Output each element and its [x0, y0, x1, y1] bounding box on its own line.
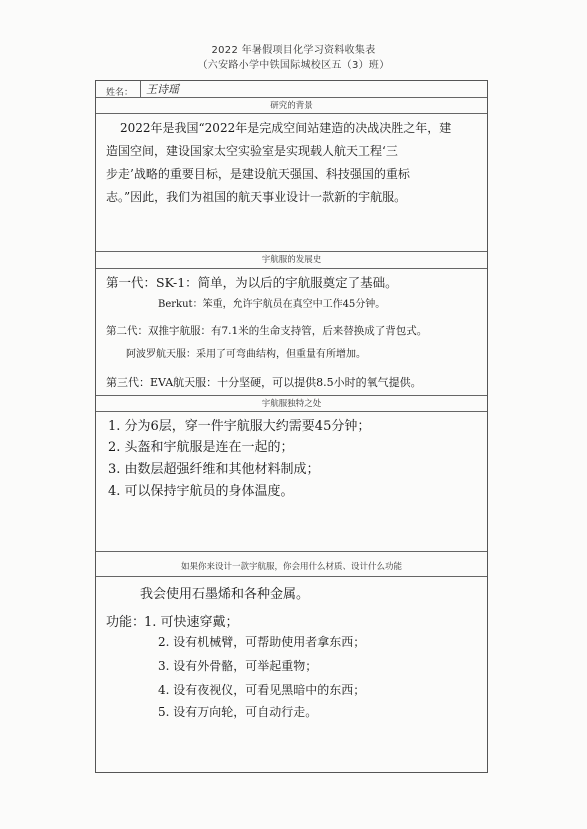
document-subtitle: （六安路小学中铁国际城校区五（3）班） — [197, 60, 390, 71]
divider — [96, 113, 487, 114]
background-line: 志。”因此，我们为祖国的航天事业设计一款新的宇航服。 — [106, 190, 407, 204]
divider — [96, 251, 487, 252]
design-function-item: 3. 设有外骨骼，可举起重物； — [158, 659, 318, 673]
history-line: Berkut：笨重，允许宇航员在真空中工作45分钟。 — [158, 299, 386, 310]
design-function-label: 功能： — [106, 615, 146, 630]
document-title: 2022 年暑假项目化学习资料收集表 — [211, 45, 376, 56]
divider — [96, 576, 487, 577]
design-function-item: 1. 可快速穿戴； — [144, 615, 239, 630]
divider — [96, 551, 487, 552]
background-line: 2022年是我国“2022年是完成空间站建造的决战决胜之年，建 — [120, 121, 452, 135]
unique-line: 1. 分为6层，穿一件宇航服大约需要45分钟； — [108, 419, 371, 434]
design-function-item: 4. 设有夜视仪，可看见黑暗中的东西； — [158, 683, 366, 697]
history-line: 阿波罗航天服：采用了可弯曲结构，但重量有所增加。 — [126, 349, 366, 360]
name-label: 姓名： — [106, 88, 134, 98]
design-material: 我会使用石墨烯和各种金属。 — [140, 587, 310, 602]
background-header: 研究的背景 — [270, 101, 313, 111]
history-line: 第三代：EVA航天服：十分坚硬，可以提供8.5小时的氧气提供。 — [106, 376, 422, 389]
history-line: 第二代：双推宇航服：有7.1米的生命支持管，后来替换成了背包式。 — [106, 325, 428, 337]
design-function-item: 5. 设有万向轮，可自动行走。 — [158, 705, 318, 719]
history-line: 第一代：SK-1：简单，为以后的宇航服奠定了基础。 — [106, 275, 398, 290]
background-line: 步走’战略的重要目标，是建设航天强国、科技强国的重标 — [106, 167, 410, 181]
collection-form — [95, 80, 488, 773]
unique-line: 3. 由数层超强纤维和其他材料制成； — [108, 462, 320, 477]
unique-line: 4. 可以保持宇航员的身体温度。 — [108, 484, 294, 499]
unique-line: 2. 头盔和宇航服是连在一起的； — [108, 440, 294, 455]
background-line: 造国空间，建设国家太空实验室是实现载人航天工程‘三 — [106, 144, 398, 158]
name-divider — [140, 81, 141, 97]
divider — [96, 395, 487, 396]
design-function-item: 2. 设有机械臂，可帮助使用者拿东西； — [158, 635, 366, 649]
unique-header: 宇航服独特之处 — [261, 399, 322, 409]
design-header: 如果你来设计一款宇航服，你会用什么材质、设计什么功能 — [180, 562, 402, 572]
divider — [96, 97, 487, 98]
history-header: 宇航服的发展史 — [261, 255, 322, 265]
divider — [96, 411, 487, 412]
divider — [96, 268, 487, 269]
name-value: 王诗瑶 — [146, 83, 179, 96]
